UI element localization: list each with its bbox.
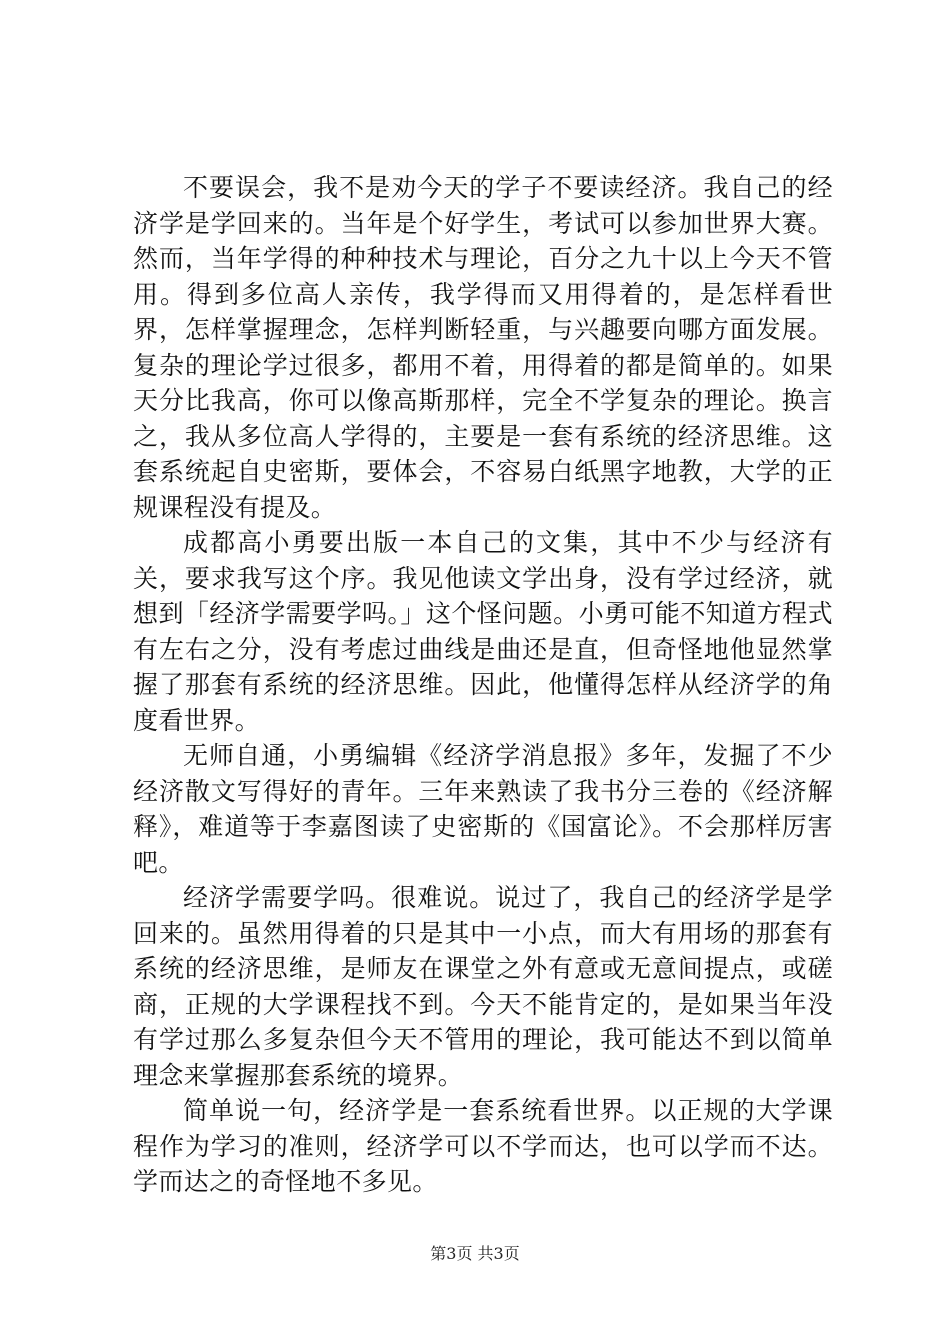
document-body: [133, 170, 833, 1200]
paragraph: 简单说一句，经济学是一套系统看世界。以正规的大学课程作为学习的准则，经济学可以不学而达，也可以学而不达。学而达之的奇怪地不多见。: [133, 1096, 833, 1196]
paragraph: 成都高小勇要出版一本自己的文集，其中不少与经济有关，要求我写这个序。我见他读文学出身，没有学过经济，就想到「经济学需要学吗。」这个怪问题。小勇可能不知道方程式有左右之分，没有考虑过曲线是曲还是直，但奇怪地他显然掌握了那套有系统的经济思维。因此，他懂得怎样从经济学的角度看世界。: [133, 528, 833, 735]
paragraph: 无师自通，小勇编辑《经济学消息报》多年，发掘了不少经济散文写得好的青年。三年来熟读了我书分三卷的《经济解释》，难道等于李嘉图读了史密斯的《国富论》。不会那样厉害吧。: [133, 741, 833, 877]
page-number-footer: 第3页 共3页: [430, 1244, 520, 1263]
paragraph: 经济学需要学吗。很难说。说过了，我自己的经济学是学回来的。虽然用得着的只是其中一小点，而大有用场的那套有系统的经济思维，是师友在课堂之外有意或无意间提点，或磋商，正规的大学课程找不到。今天不能肯定的，是如果当年没有学过那么多复杂但今天不管用的理论，我可能达不到以简单理念来掌握那套系统的境界。: [133, 883, 833, 1090]
paragraph: 不要误会，我不是劝今天的学子不要读经济。我自己的经济学是学回来的。当年是个好学生，考试可以参加世界大赛。然而，当年学得的种种技术与理论，百分之九十以上今天不管用。得到多位高人亲传，我学得而又用得着的，是怎样看世界，怎样掌握理念，怎样判断轻重，与兴趣要向哪方面发展。复杂的理论学过很多，都用不着，用得着的都是简单的。如果天分比我高，你可以像高斯那样，完全不学复杂的理论。换言之，我从多位高人学得的，主要是一套有系统的经济思维。这套系统起自史密斯，要体会，不容易白纸黑字地教，大学的正规课程没有提及。: [133, 173, 833, 522]
